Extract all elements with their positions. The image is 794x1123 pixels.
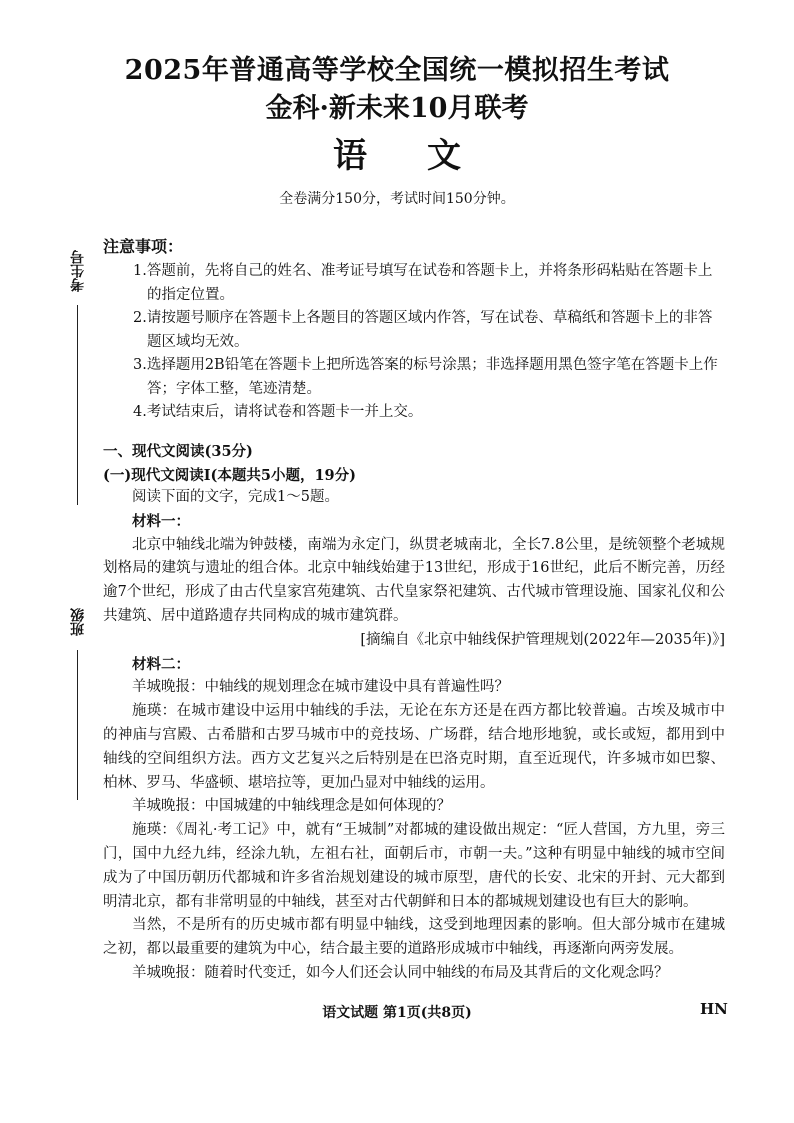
paragraph: 北京中轴线北端为钟鼓楼，南端为永定门，纵贯老城南北，全长7.8公里，是统领整个老城规划格局的建筑与遗址的组合体。北京中轴线始建于13世纪，形成于16世纪，此后不断完善，历经逾7个世纪，形成了由古代皇家宫苑建筑、古代皇家祭祀建筑、古代城市管理设施、国家礼仪和公共建筑、居中道路遗存共同构成的城市建筑群。 xyxy=(103,536,725,624)
instruction: 阅读下面的文字，完成1～5题。 xyxy=(132,489,339,505)
side-fill-line xyxy=(77,305,78,505)
page-footer: 语文试题 第1页(共8页) xyxy=(322,1005,472,1021)
side-label-exam-no: 考生号 xyxy=(70,250,86,292)
notice-item: 2.请按题号顺序在答题卡上各题目的答题区域内作答，写在试卷、草稿纸和答题卡上的非答题区域均无效。 xyxy=(133,310,713,350)
material-label: 材料二： xyxy=(132,655,190,673)
notice-list xyxy=(133,260,723,425)
notice-heading: 注意事项： xyxy=(103,237,184,256)
subsection-heading: (一)现代文阅读Ⅰ(本题共5小题，19分) xyxy=(103,467,356,484)
exam-title: 2025年普通高等学校全国统一模拟招生考试 xyxy=(124,55,670,86)
section-heading: 一、现代文阅读(35分) xyxy=(103,443,253,460)
side-label-class: 班级 xyxy=(70,608,86,636)
side-fill-line xyxy=(77,650,78,800)
paper-code: HN xyxy=(700,1000,728,1018)
notice-item: 4.考试结束后，请将试卷和答题卡一并上交。 xyxy=(133,404,423,420)
subject-title: 语文 xyxy=(333,136,521,176)
reading-passage xyxy=(103,486,725,986)
material-label: 材料一： xyxy=(132,512,190,530)
paragraph: 羊城晚报：中国城建的中轴线理念是如何体现的？ xyxy=(132,798,451,815)
paragraph: 施瑛：在城市建设中运用中轴线的手法，无论在东方还是在西方都比较普遍。古埃及城市中的神庙与宫殿、古希腊和古罗马城市中的竞技场、广场群，结合地形地貌，或长或短，都用到中轴线的空间组织方法。西方文艺复兴之后特别是在巴洛克时期，直至近现代，许多城市如巴黎、柏林、罗马、华盛顿、堪培拉等，更加凸显对中轴线的运用。 xyxy=(103,703,725,791)
paragraph: 羊城晚报：中轴线的规划理念在城市建设中具有普遍性吗？ xyxy=(132,679,509,696)
paragraph: 羊城晚报：随着时代变迁，如今人们还会认同中轴线的布局及其背后的文化观念吗？ xyxy=(132,964,669,981)
paragraph: 当然，不是所有的历史城市都有明显中轴线，这受到地理因素的影响。但大部分城市在建城之初，都以最重要的建筑为中心，结合最主要的道路形成城市中轴线，再逐渐向两旁发展。 xyxy=(103,917,725,958)
exam-subtitle: 金科·新未来10月联考 xyxy=(265,93,529,124)
full-score-note: 全卷满分150分，考试时间150分钟。 xyxy=(279,191,515,207)
notice-item: 3.选择题用2B铅笔在答题卡上把所选答案的标号涂黑；非选择题用黑色签字笔在答题卡上作答；字体工整，笔迹清楚。 xyxy=(133,357,718,397)
notice-item: 1.答题前，先将自己的姓名、准考证号填写在试卷和答题卡上，并将条形码粘贴在答题卡上的指定位置。 xyxy=(133,263,713,303)
paragraph: 施瑛：《周礼·考工记》中，就有“王城制”对都城的建设做出规定：“匠人营国，方九里，旁三门，国中九经九纬，经涂九轨，左祖右社，面朝后市，市朝一夫。”这种有明显中轴线的城市空间成为了中国历朝历代都城和许多省治规划建设的城市原型，唐代的长安、北宋的开封、元大都到明清北京，都有非常明显的中轴线，甚至对古代朝鲜和日本的都城规划建设也有巨大的影响。 xyxy=(103,822,725,910)
source-citation: [摘编自《北京中轴线保护管理规划(2022年—2035年)》] xyxy=(360,631,725,648)
